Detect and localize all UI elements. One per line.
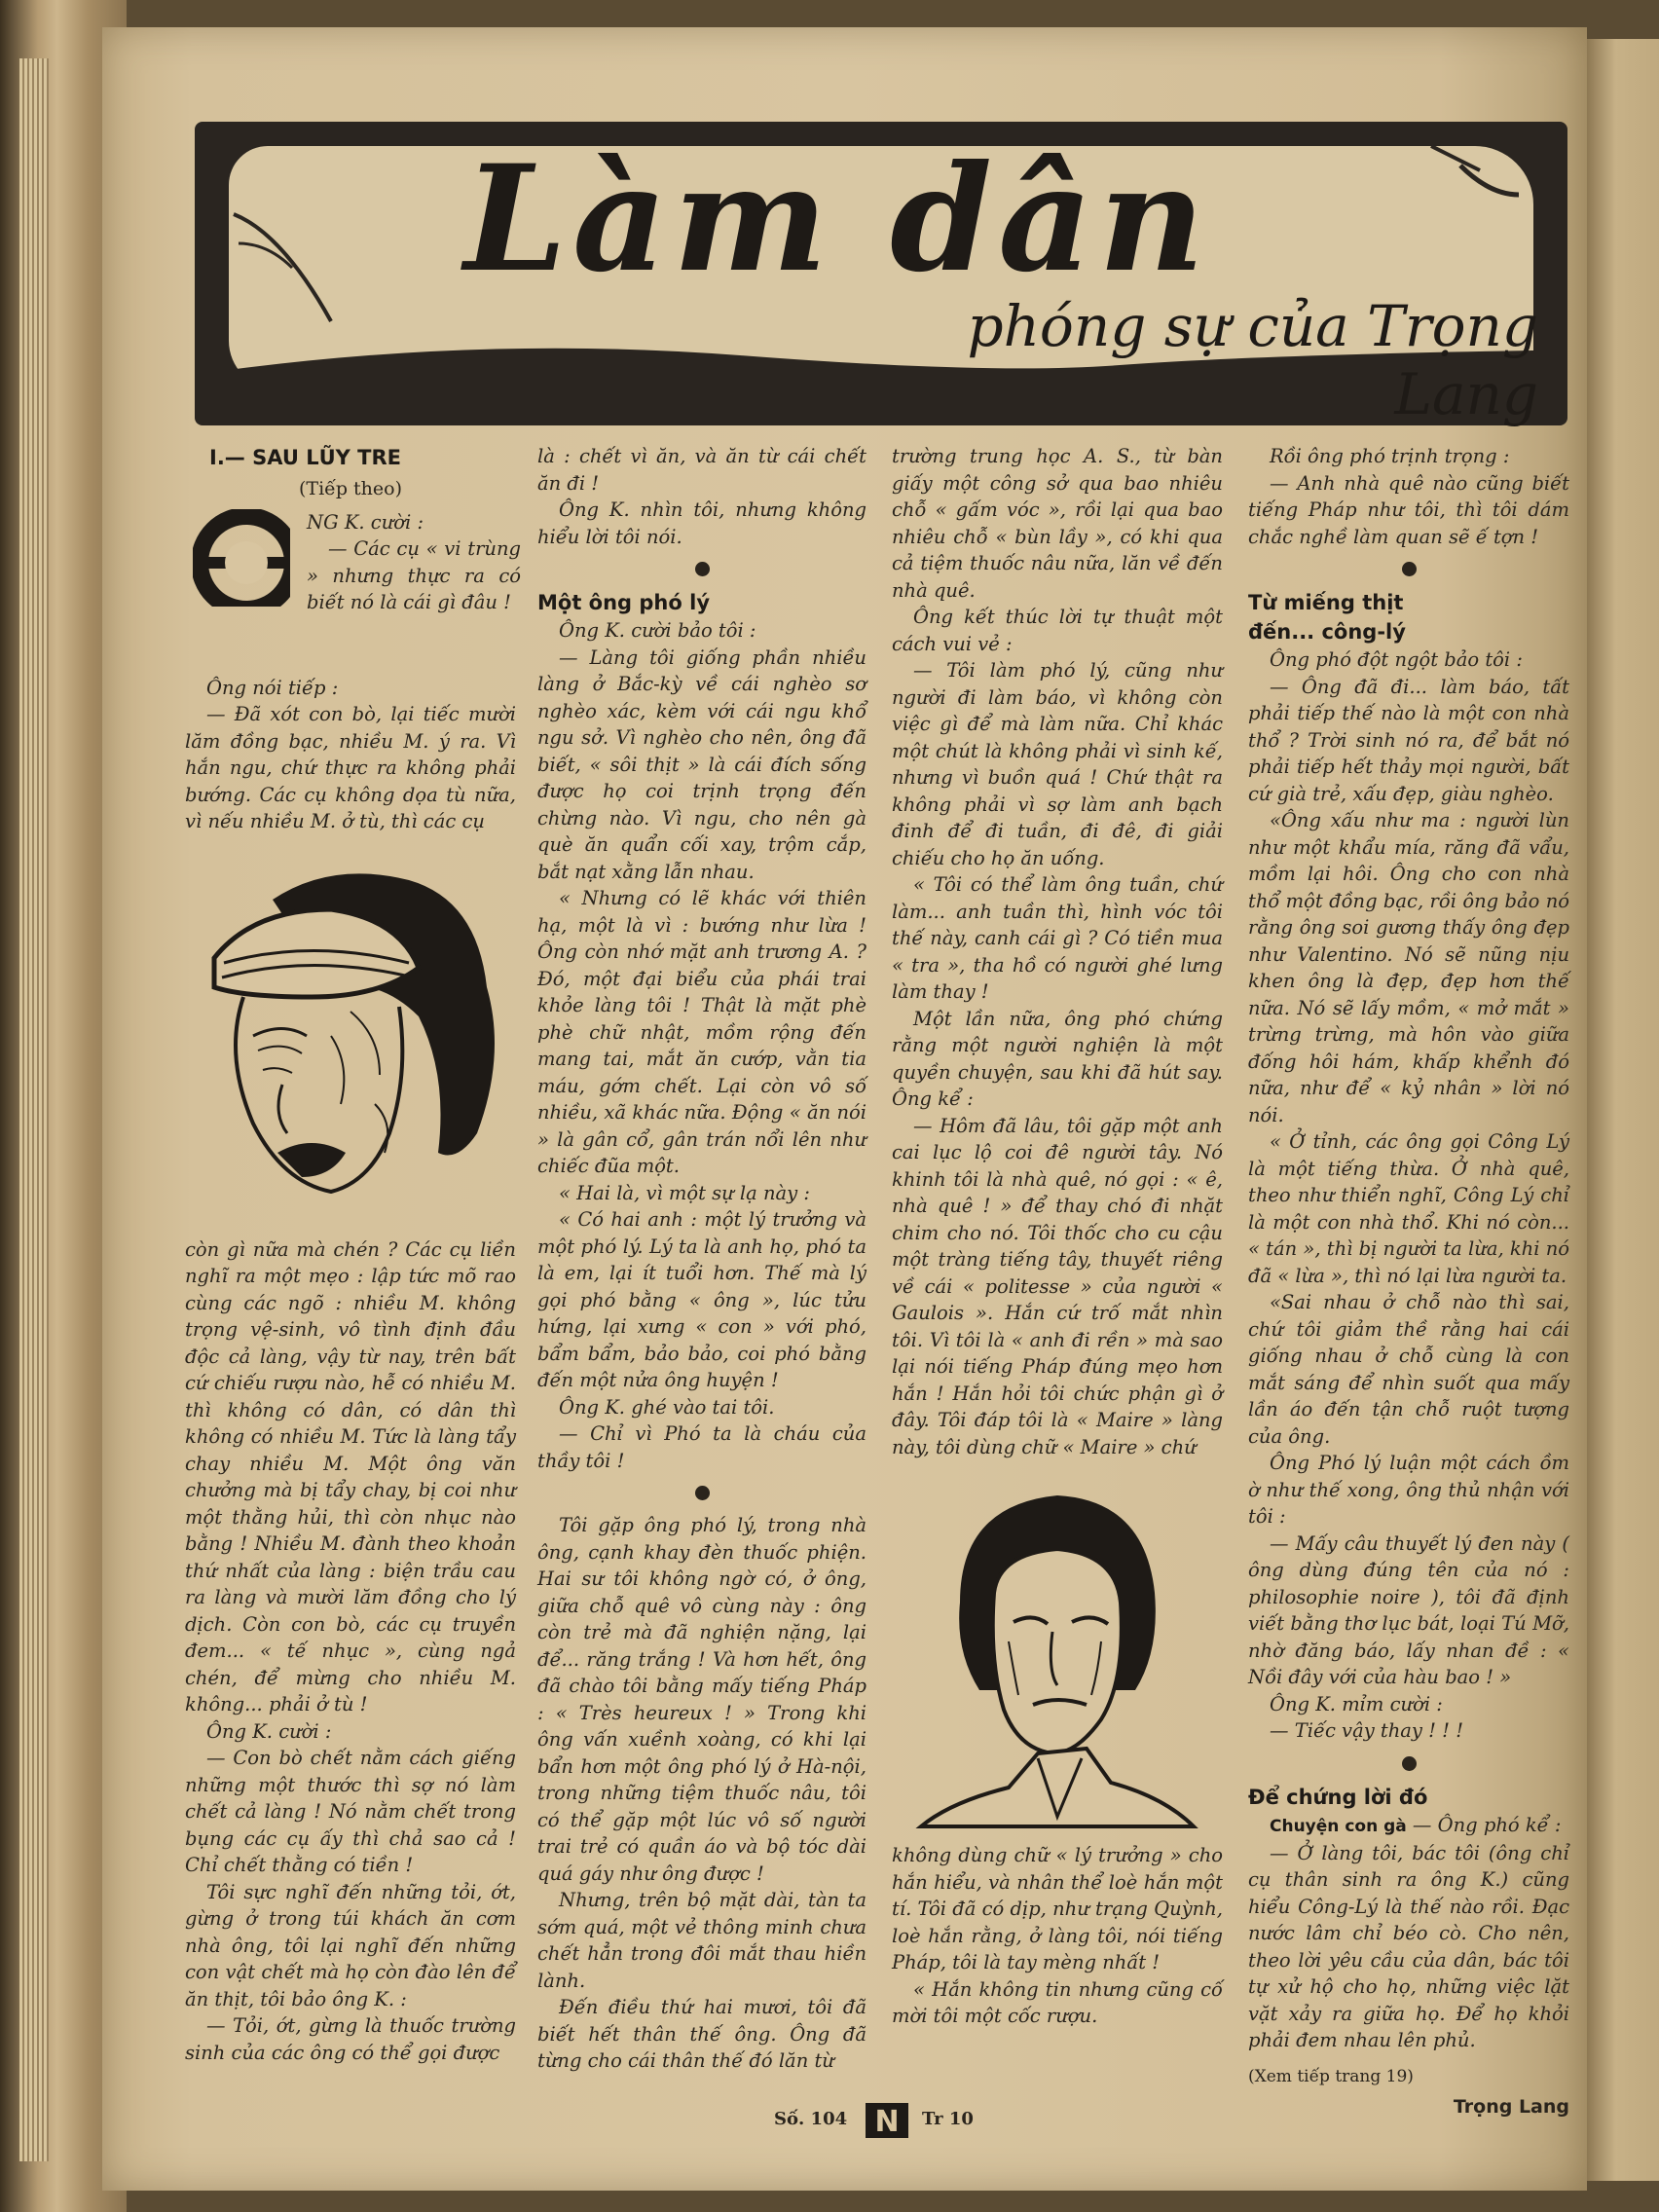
paragraph: « Tôi có thể làm ông tuần, chứ làm... anh tuần thì, hình vóc tôi thế này, canh cái gì ? Có tiền mua « tra », tha hồ có người ghé lưng làm thay ! bbox=[892, 873, 1223, 1003]
paragraph-text: — Ông phó kể : bbox=[1406, 1813, 1562, 1836]
logo-letter: N bbox=[874, 2105, 900, 2139]
paragraph: « Ở tỉnh, các ông gọi Công Lý là một tiếng thừa. Ở nhà quê, theo như thiển nghĩ, Công Lý chỉ là một con nhà thổ. Khi nó còn... « tán », thì bị người ta lừa, khi nó đã « lừa », thì nó lại lừa người ta. bbox=[1248, 1130, 1569, 1287]
section-heading: Một ông phó lý bbox=[537, 591, 711, 614]
paragraph: Tôi gặp ông phó lý, trong nhà ông, cạnh khay đèn thuốc phiện. Hai sư tôi không ngờ có, ở ông, giữa chỗ quê vô cùng này : ông còn trẻ mà đã nghiện nặng, lại để... răng trắng ! Và hơn hết, ông đã chào tôi bằng mấy tiếng Pháp : « Très heureux ! » Trong khi ông vấn xuềnh xoàng, có khi lại bẩn hơn một ông phó lý ở Hà-nội, trong những tiệm thuốc nâu, tôi có thể gặp một lúc vô số người trai trẻ có quần áo và bộ tóc dài quá gáy như ông được ! bbox=[537, 1514, 866, 1885]
column-1 bbox=[185, 443, 521, 2066]
paragraph: Ông K. nhìn tôi, nhưng không hiểu lời tôi nói. bbox=[537, 498, 866, 548]
dropcap-text bbox=[307, 509, 521, 616]
article-byline-title: phóng sự của Trọng Lang bbox=[967, 293, 1538, 427]
subheading: Chuyện con gà bbox=[1270, 1816, 1407, 1836]
paragraph: Ông K. mỉm cười : bbox=[1270, 1692, 1443, 1715]
old-man-portrait-illustration bbox=[185, 841, 516, 1231]
paragraph: Ông kết thúc lời tự thuật một cách vui vẻ : bbox=[892, 606, 1223, 655]
paragraph: — Tỏi, ớt, gừng là thuốc trường sinh của các ông có thể gọi được bbox=[185, 2014, 516, 2064]
paragraph: Ông K. cười : bbox=[206, 1719, 332, 1743]
continued-note: (Tiếp theo) bbox=[298, 478, 403, 499]
banner-branch-right bbox=[1460, 166, 1519, 195]
paragraph: — Các cụ « vi trùng » nhưng thực ra có biết nó là cái gì đâu ! bbox=[307, 537, 521, 613]
section-divider-dot bbox=[1402, 1756, 1417, 1771]
section-heading-line: Từ miếng thịt bbox=[1248, 591, 1404, 614]
paragraph: Ông K. ghé vào tai tôi. bbox=[559, 1395, 775, 1419]
paragraph: — Làng tôi giống phần nhiều làng ở Bắc-kỳ về cái nghèo sơ nghèo xác, kèm với cái ngu khổ ngu sở. Vì nghèo cho nên, ông đã biết, « sôi thịt » là cái đích sống được họ coi trịnh trọng đến chừng nào. Vì ngu, cho nên gà què ăn quẩn cối xay, trộm cắp, bắt nạt xằng lẫn nhau. bbox=[537, 645, 866, 883]
paragraph: «Ông xấu như ma : người lùn như một khẩu mía, răng đã vẩu, mồm lại hôi. Ông cho con nhà thổ một đồng bạc, rồi ông bảo nó rằng ông soi gương thấy ông đẹp như Valentino. Nó sẽ nũng nịu khen ông là đẹp, đẹp hơn thế nữa. Nó sẽ lấy mồm, « mở mắt » trừng trừng, mà hôn vào giữa đống hôi hám, khấp khểnh đó nữa, như để « kỷ nhân » lời nó nói. bbox=[1248, 809, 1569, 1126]
section-heading bbox=[1248, 588, 1569, 646]
paragraph: « Hai là, vì một sự lạ này : bbox=[559, 1181, 810, 1204]
paragraph: — Hôm đã lâu, tôi gặp một anh cai lục lộ coi đê người tây. Nó khinh tôi là nhà quê, nó gọi : « ê, nhà quê ! » để thay chó đi nhặt chim cho nó. Tôi thốc cho cu cậu một tràng tiếng tây, thuyết riêng về cái « politesse » của người « Gaulois ». Hắn cứ trố mắt nhìn tôi. Vì tôi là « anh đi rền » mà sao lại nói tiếng Pháp đúng mẹo hơn hắn ! Hắn hỏi tôi chức phận gì ở đây. Tôi đáp tôi là « Maire » làng này, tôi dùng chữ « Maire » chứ bbox=[892, 1114, 1223, 1458]
paragraph: — Tôi làm phó lý, cũng như người đi làm báo, vì không còn việc gì để mà làm nữa. Chỉ khác một chút là không phải vì sinh kế, nhưng vì buồn quá ! Chứ thật ra không phải vì sợ làm anh bạch đinh để đi tuần, đi đê, đi giải chiếu cho họ ăn uống. bbox=[892, 659, 1223, 869]
continued-on-note: (Xem tiếp trang 19) bbox=[1248, 2066, 1414, 2086]
paragraph: Đến điều thứ hai mươi, tôi đã biết hết thân thế ông. Ông đã từng cho cái thân thế đó lăn từ bbox=[537, 1996, 866, 2072]
paragraph: là : chết vì ăn, và ăn từ cái chết ăn đi ! bbox=[537, 445, 866, 495]
banner-branch-left bbox=[234, 214, 331, 321]
section-heading-line: đến... công-lý bbox=[1248, 620, 1406, 644]
article-title: Làm dân bbox=[463, 133, 1211, 305]
paragraph: — Anh nhà quê nào cũng biết tiếng Pháp như tôi, thì tôi dám chắc nghề làm quan sẽ ế tợn ! bbox=[1248, 471, 1569, 548]
paragraph: « Hắn không tin nhưng cũng cố mời tôi một cốc rượu. bbox=[892, 1977, 1223, 2027]
paragraph bbox=[1248, 1812, 1569, 1840]
paragraph: Rồi ông phó trịnh trọng : bbox=[1270, 445, 1510, 467]
dropcap-paragraph bbox=[185, 509, 521, 675]
banner-twig-right bbox=[1431, 146, 1480, 170]
paragraph: Nhưng, trên bộ mặt dài, tàn ta sớm quá, một vẻ thông minh chưa chết hẳn trong đôi mắt thau hiền lành. bbox=[537, 1889, 866, 1992]
paragraph: « Nhưng có lẽ khác với thiên hạ, một là vì : bướng như lừa ! Ông còn nhớ mặt anh trương A. ? Đó, một đại biểu của phái trai khỏe làng tôi ! Thật là mặt phè phè chữ nhật, mồm rộng đến mang tai, mắt ăn cướp, vằn tia máu, gớm chết. Lại còn vô số nhiều, xã khác nữa. Động « ăn nói » là gân cổ, gân trán nổi lên như chiếc đũa một. bbox=[537, 887, 866, 1177]
column-4 bbox=[1248, 443, 1569, 2121]
author-signature: Trọng Lang bbox=[1453, 2096, 1569, 2118]
paragraph: Một lần nữa, ông phó chứng rằng một người nghiện là một quyền chuyện, sau khi đã hút say. Ông kể : bbox=[892, 1007, 1223, 1110]
paragraph: — Ông đã đi... làm báo, tất phải tiếp thế nào là một con nhà thổ ? Trời sinh nó ra, để bắt nó phải tiếp hết thảy mọi người, bất cứ già trẻ, xấu đẹp, giàu nghèo. bbox=[1248, 675, 1569, 805]
paragraph: Tôi sực nghĩ đến những tỏi, ớt, gừng ở trong túi khách ăn cơm nhà ông, tôi lại nghĩ đến những con vật chết mà họ còn đào lên để ăn thịt, tôi bảo ông K. : bbox=[185, 1880, 516, 2010]
paragraph: — Chỉ vì Phó ta là cháu của thầy tôi ! bbox=[537, 1422, 866, 1472]
section-divider-dot bbox=[695, 1486, 710, 1500]
paragraph: không dùng chữ « lý trưởng » cho hắn hiểu, và nhân thể loè hắn một tí. Tôi đã có dịp, như trạng Quỳnh, loè hắn rằng, ở làng tôi, nói tiếng Pháp, tôi là tay mèng nhất ! bbox=[892, 1844, 1223, 1973]
paragraph: « Có hai anh : một lý trưởng và một phó lý. Lý ta là anh họ, phó ta là em, lại ít tuổi hơn. Thế mà lý gọi phó bằng « ông », lúc tửu hứng, lại xưng « con » với phó, bẩm bẩm, bảo bảo, coi phó bằng đến một nửa ông huyện ! bbox=[537, 1208, 866, 1391]
paragraph: Ông phó đột ngột bảo tôi : bbox=[1270, 648, 1523, 671]
column-3 bbox=[892, 443, 1223, 2030]
paragraph: trường trung học A. S., từ bàn giấy một công sở qua bao nhiêu chỗ « gấm vóc », rồi lại qua bao nhiêu chỗ « bùn lầy », có khi qua cả tiệm thuốc nâu nữa, lăn về đến nhà quê. bbox=[892, 445, 1223, 602]
page-number: Tr 10 bbox=[922, 2109, 974, 2129]
dropcap-o-icon bbox=[193, 509, 290, 607]
magazine-logo-icon bbox=[864, 2101, 910, 2140]
paragraph: Ông K. cười bảo tôi : bbox=[559, 619, 756, 642]
paragraph: — Con bò chết nằm cách giếng những một thước thì sợ nó làm chết cả làng ! Nó nằm chết trong bụng các cụ ấy thì chả sao cả ! Chỉ chết thằng có tiền ! bbox=[185, 1747, 516, 1876]
banner-twig-left bbox=[239, 243, 292, 268]
page-footer bbox=[774, 2101, 1027, 2140]
column-2 bbox=[537, 443, 866, 2075]
young-man-portrait-illustration bbox=[892, 1466, 1223, 1836]
paragraph: còn gì nữa mà chén ? Các cụ liền nghĩ ra một mẹo : lập tức mõ rao cùng các ngõ : nhiều M. không trọng vệ-sinh, vô tình định đầu độc cả làng, vậy từ nay, trên bất cứ chiếu rượu nào, hễ có nhiều M. thì không có dân, có dân thì không có nhiều M. Tức là làng tẩy chay nhiều M. Một ông văn chưởng mà bị tẩy chay, bị coi như một thằng hủi, thì còn nhục nào bằng ! Nhiều M. đành theo khoản thứ nhất của làng : biện trầu cau ra làng và mười lăm đồng cho lý dịch. Còn con bò, các cụ truyền đem... « tế nhục », cùng ngả chén, để mừng cho nhiều M. không... phải ở tù ! bbox=[185, 1237, 516, 1715]
paragraph: Ông nói tiếp : bbox=[206, 676, 339, 699]
section-divider-dot bbox=[1402, 562, 1417, 576]
section-heading: Để chứng lời đó bbox=[1248, 1785, 1428, 1809]
paragraph: Ông Phó lý luận một cách ồm ờ như thế xong, ông thủ nhận với tôi : bbox=[1248, 1452, 1569, 1528]
paragraph: — Tiếc vậy thay ! ! ! bbox=[1270, 1719, 1464, 1742]
paragraph: — Mấy câu thuyết lý đen này ( ông dùng đúng tên của nó : philosophie noire ), tôi đã định viết bằng thơ lục bát, loại Tú Mỡ, nhờ đăng báo, lấy nhan đề : « Nồi đây với của hàu bao ! » bbox=[1248, 1531, 1569, 1688]
paragraph: — Đã xót con bò, lại tiếc mười lăm đồng bạc, nhiều M. ý ra. Vì hắn ngu, chứ thực ra không phải bướng. Các cụ không dọa tù nữa, vì nếu nhiều M. ở tù, thì các cụ bbox=[185, 703, 516, 832]
issue-number: Số. 104 bbox=[774, 2109, 848, 2129]
paragraph: NG K. cười : bbox=[307, 510, 424, 534]
paragraph: — Ở làng tôi, bác tôi (ông chỉ cụ thân sinh ra ông K.) cũng hiểu Công-Lý là thế nào rồi. Đạc nước lâm chỉ béo cò. Cho nên, theo lời yêu cầu của dân, bác tôi tự xử hộ cho họ, những việc lặt vặt xảy ra giữa họ. Để họ khỏi phải đem nhau lên phủ. bbox=[1248, 1841, 1569, 2051]
paragraph: «Sai nhau ở chỗ nào thì sai, chứ tôi giảm thề rằng hai cái giống nhau ở chỗ cùng là con mắt sáng để nhìn suốt qua mấy lần áo đến tận chỗ ruột tượng của ông. bbox=[1248, 1291, 1569, 1448]
section-divider-dot bbox=[695, 562, 710, 576]
section-heading: I.— SAU LŨY TRE bbox=[209, 446, 401, 469]
